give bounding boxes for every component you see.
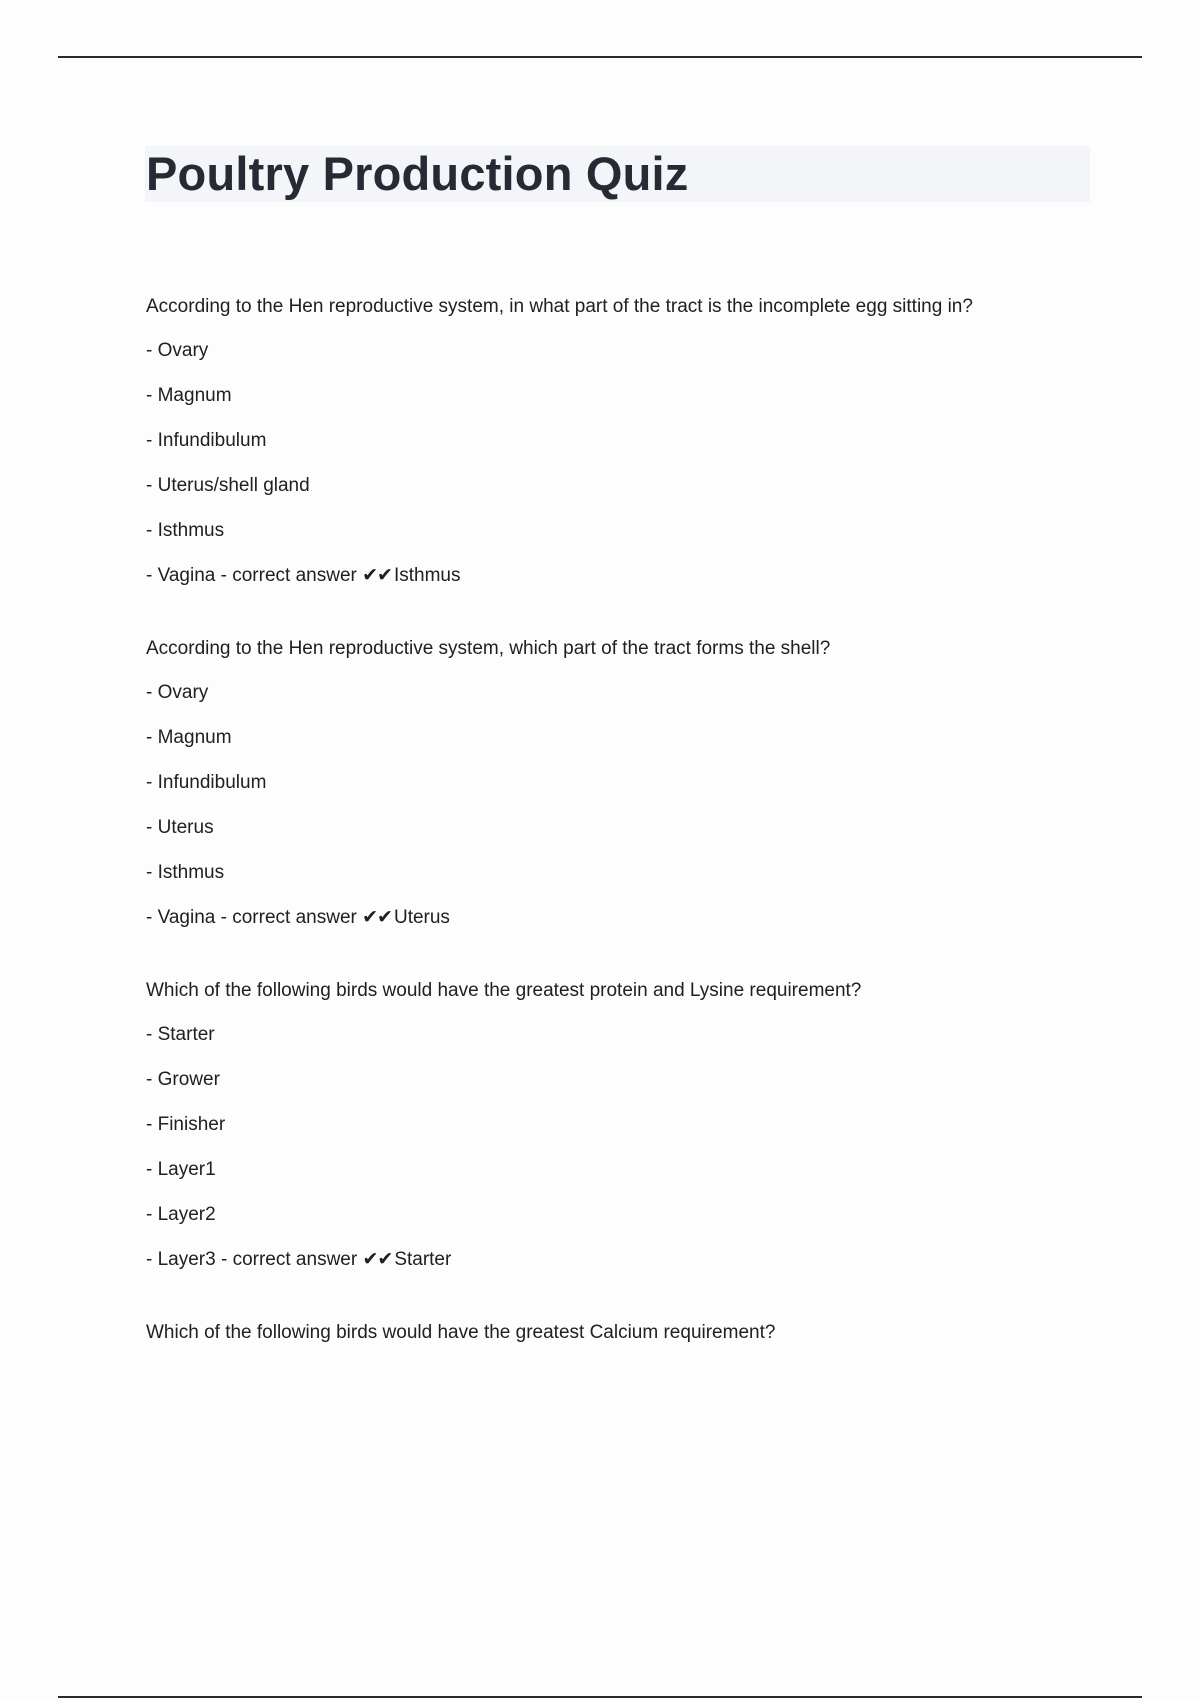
option-item: - Grower (146, 1069, 220, 1090)
option-label: - Layer3 - correct answer (146, 1249, 363, 1270)
option-item: - Infundibulum (146, 772, 267, 793)
question-2 (146, 634, 1096, 933)
option-item: - Layer1 (146, 1159, 216, 1180)
option-list (146, 336, 1096, 591)
correct-answer: Uterus (393, 907, 450, 928)
question-4 (146, 1318, 1096, 1348)
option-item-with-answer (146, 1245, 1096, 1275)
option-item: - Uterus (146, 817, 214, 838)
option-item: - Ovary (146, 682, 209, 703)
option-list (146, 1020, 1096, 1275)
option-item: - Uterus/shell gland (146, 475, 310, 496)
option-list (146, 678, 1096, 933)
question-text: Which of the following birds would have the greatest protein and Lysine requirement? (146, 980, 862, 1001)
option-item-with-answer (146, 903, 1096, 933)
option-item: - Infundibulum (146, 430, 267, 451)
option-item: - Layer2 (146, 1204, 216, 1225)
question-text: According to the Hen reproductive system, in what part of the tract is the incomplete egg sitting in? (146, 296, 973, 317)
page-title: Poultry Production Quiz (146, 147, 689, 200)
question-text: Which of the following birds would have the greatest Calcium requirement? (146, 1322, 776, 1343)
top-rule (58, 56, 1142, 58)
option-item: - Magnum (146, 727, 232, 748)
checkmark-icon: ✔✔ (362, 1249, 393, 1270)
correct-answer: Isthmus (393, 565, 461, 586)
option-item: - Ovary (146, 340, 209, 361)
option-label: - Vagina - correct answer (146, 907, 363, 928)
option-item: - Magnum (146, 385, 232, 406)
correct-answer: Starter (394, 1249, 452, 1270)
option-item: - Finisher (146, 1114, 226, 1135)
question-1 (146, 292, 1096, 591)
bottom-rule (58, 1696, 1142, 1698)
option-item: - Starter (146, 1024, 215, 1045)
quiz-content (146, 292, 1096, 1391)
question-3 (146, 976, 1096, 1275)
option-item-with-answer (146, 561, 1096, 591)
question-text: According to the Hen reproductive system, which part of the tract forms the shell? (146, 638, 831, 659)
option-item: - Isthmus (146, 862, 225, 883)
checkmark-icon: ✔✔ (362, 565, 392, 586)
option-label: - Vagina - correct answer (146, 565, 363, 586)
option-item: - Isthmus (146, 520, 225, 541)
checkmark-icon: ✔✔ (362, 907, 392, 928)
